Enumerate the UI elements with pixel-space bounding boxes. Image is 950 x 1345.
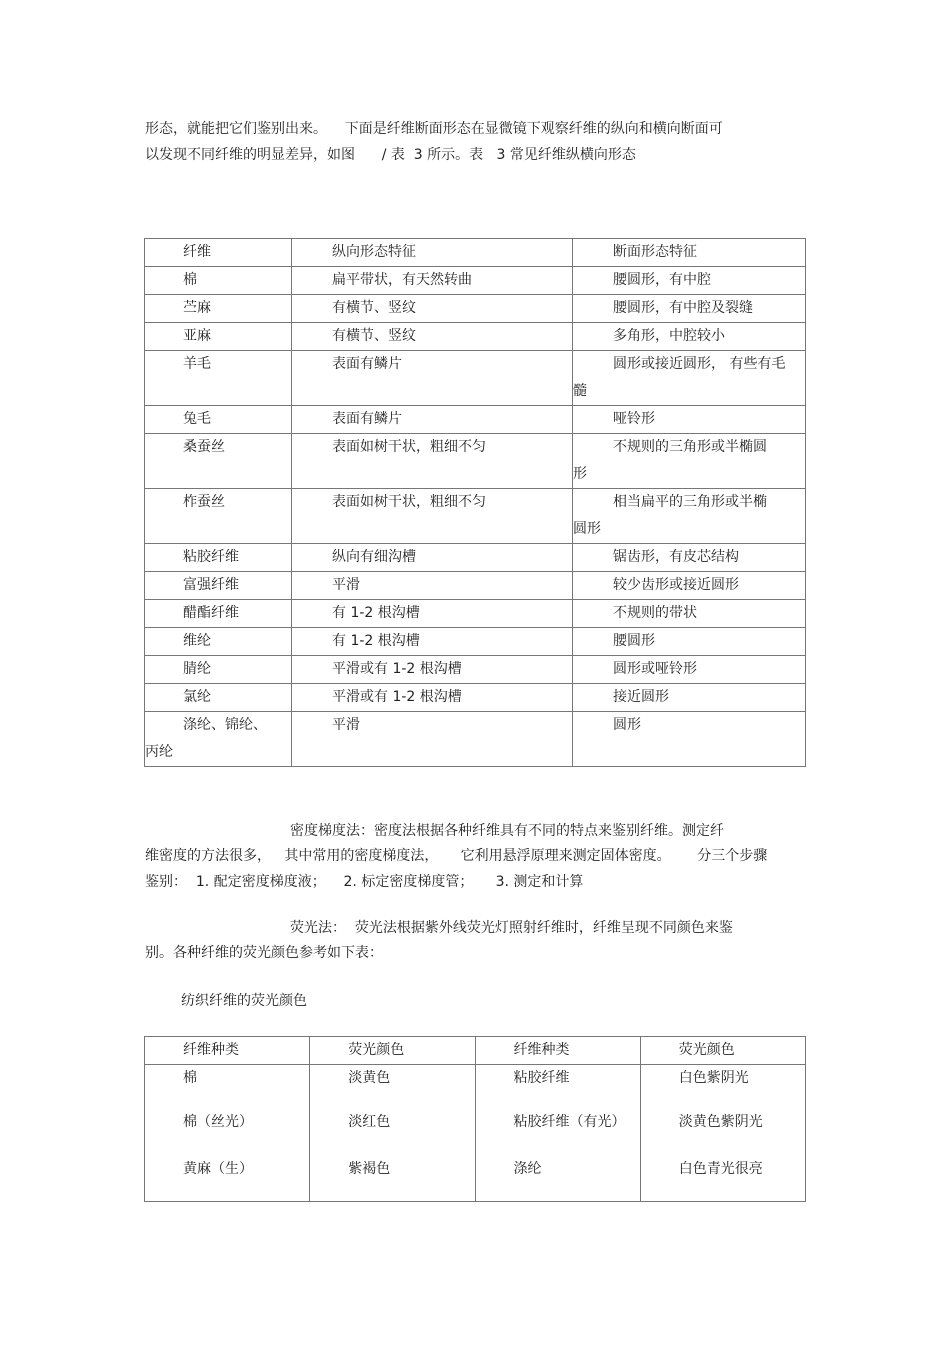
fiber-type-cell: 粘胶纤维: [513, 1070, 570, 1086]
cross-section-cell: 相当扁平的三角形或半椭: [613, 494, 767, 510]
cross-section-cell: 多角形，中腔较小: [613, 328, 725, 344]
fluorescence-color-cell: 白色青光很亮: [678, 1161, 763, 1177]
longitudinal-cell: 平滑: [332, 577, 360, 593]
density-line-1: 密度梯度法：密度法根据各种纤维具有不同的特点来鉴别纤维。测定纤: [290, 823, 724, 839]
intro-line-2: 以发现不同纤维的明显差异，如图 / 表 3 所示。表 3 常见纤维纵横向形态: [145, 147, 636, 163]
fluorescence-color-cell: 淡黄色: [348, 1070, 391, 1086]
cross-section-cell: 腰圆形: [613, 633, 655, 649]
table-row: [145, 295, 806, 323]
table-row: [145, 434, 806, 489]
longitudinal-cell: 表面如树干状，粗细不匀: [332, 439, 486, 455]
table-row: [145, 656, 806, 684]
cross-section-cell: 圆形: [613, 717, 641, 733]
fluorescence-table-title: 纺织纤维的荧光颜色: [181, 993, 307, 1009]
fiber-cell: 富强纤维: [183, 577, 239, 593]
header-fiber-type: 纤维种类: [183, 1042, 239, 1058]
fiber-cell: 苎麻: [183, 300, 211, 316]
cross-section-cell-wrap: 髓: [573, 383, 587, 399]
fiber-type-cell: 黄麻（生）: [183, 1161, 253, 1177]
cross-section-cell: 接近圆形: [613, 689, 669, 705]
cross-section-cell: 圆形或哑铃形: [613, 661, 697, 677]
fluorescence-color-cell: 淡黄色紫阴光: [678, 1114, 763, 1130]
cross-section-cell: 不规则的三角形或半椭圆: [613, 439, 767, 455]
longitudinal-cell: 表面有鳞片: [332, 411, 402, 427]
fiber-cell: 涤纶、锦纶、: [183, 717, 267, 733]
header-longitudinal: 纵向形态特征: [332, 244, 416, 260]
fiber-cell: 维纶: [183, 633, 211, 649]
table-row: [145, 712, 806, 767]
fiber-type-cell: 粘胶纤维（有光）: [513, 1114, 626, 1130]
table-row: [145, 489, 806, 544]
fiber-cell: 醋酯纤维: [183, 605, 239, 621]
density-line-2: 维密度的方法很多， 其中常用的密度梯度法， 它利用悬浮原理来测定固体密度。 分三个步骤: [145, 848, 768, 864]
fluorescence-color-cell: 淡红色: [348, 1114, 391, 1130]
table-row: [145, 628, 806, 656]
fiber-cell: 兔毛: [183, 411, 211, 427]
density-line-3: 鉴别： 1. 配定密度梯度液； 2. 标定密度梯度管； 3. 测定和计算: [145, 874, 584, 890]
fluorescence-color-table: [144, 1036, 806, 1202]
cross-section-cell: 不规则的带状: [613, 605, 697, 621]
cross-section-cell: 腰圆形，有中腔: [613, 272, 711, 288]
longitudinal-cell: 有 1-2 根沟槽: [332, 633, 420, 649]
table-row: [145, 406, 806, 434]
table-header-row: [145, 1037, 806, 1065]
fiber-cell: 亚麻: [183, 328, 211, 344]
longitudinal-cell: 扁平带状，有天然转曲: [332, 272, 472, 288]
table-row: [145, 544, 806, 572]
longitudinal-cell: 有横节、竖纹: [332, 300, 416, 316]
cross-section-cell: 较少齿形或接近圆形: [613, 577, 739, 593]
fiber-cell: 棉: [183, 272, 197, 288]
fiber-cell: 羊毛: [183, 356, 211, 372]
longitudinal-cell: 平滑或有 1-2 根沟槽: [332, 689, 462, 705]
header-fiber: 纤维: [183, 244, 211, 260]
longitudinal-cell: 平滑: [332, 717, 360, 733]
table-body-row: [145, 1065, 806, 1202]
longitudinal-cell: 表面如树干状，粗细不匀: [332, 494, 486, 510]
fiber-cell: 腈纶: [183, 661, 211, 677]
table-row: [145, 351, 806, 406]
header-cross-section: 断面形态特征: [613, 244, 697, 260]
table-header-row: [145, 239, 806, 267]
cross-section-cell-wrap: 形: [573, 466, 587, 482]
longitudinal-cell: 平滑或有 1-2 根沟槽: [332, 661, 462, 677]
table-row: [145, 267, 806, 295]
table-row: [145, 600, 806, 628]
header-fiber-type-2: 纤维种类: [513, 1042, 570, 1058]
fiber-cell: 桑蚕丝: [183, 439, 225, 455]
fiber-type-cell: 涤纶: [513, 1161, 542, 1177]
fiber-morphology-table: [144, 238, 806, 767]
longitudinal-cell: 有 1-2 根沟槽: [332, 605, 420, 621]
table-row: [145, 323, 806, 351]
cross-section-cell: 圆形或接近圆形， 有些有毛: [613, 356, 786, 372]
header-fluorescence-color: 荧光颜色: [348, 1042, 405, 1058]
fiber-cell: 柞蚕丝: [183, 494, 225, 510]
intro-line-1: 形态，就能把它们鉴别出来。 下面是纤维断面形态在显微镜下观察纤维的纵向和横向断面可: [145, 121, 723, 137]
fiber-type-cell: 棉（丝光）: [183, 1114, 253, 1130]
cross-section-cell-wrap: 圆形: [573, 521, 601, 537]
fluorescence-color-cell: 紫褐色: [348, 1161, 391, 1177]
fiber-type-cell: 棉: [183, 1070, 197, 1086]
cross-section-cell: 锯齿形，有皮芯结构: [613, 549, 739, 565]
cross-section-cell: 哑铃形: [613, 411, 655, 427]
longitudinal-cell: 有横节、竖纹: [332, 328, 416, 344]
cross-section-cell: 腰圆形，有中腔及裂缝: [613, 300, 753, 316]
fiber-cell-wrap: 丙纶: [145, 744, 173, 760]
fiber-cell: 粘胶纤维: [183, 549, 239, 565]
table-row: [145, 572, 806, 600]
longitudinal-cell: 纵向有细沟槽: [332, 549, 416, 565]
table-row: [145, 684, 806, 712]
fluorescence-color-cell: 白色紫阴光: [678, 1070, 749, 1086]
fluorescence-line-1: 荧光法： 荧光法根据紫外线荧光灯照射纤维时，纤维呈现不同颜色来鉴: [290, 920, 733, 936]
fluorescence-line-2: 别。各种纤维的荧光颜色参考如下表：: [145, 945, 383, 961]
longitudinal-cell: 表面有鳞片: [332, 356, 402, 372]
fiber-cell: 氯纶: [183, 689, 211, 705]
header-fluorescence-color-2: 荧光颜色: [678, 1042, 735, 1058]
